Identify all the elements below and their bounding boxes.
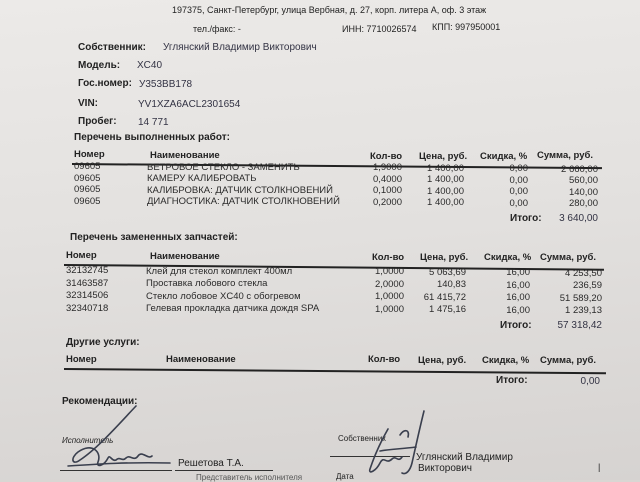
parts-cell-sum: 236,59 [572, 280, 602, 291]
parts-cell-name: Клей для стекол комплект 400мл [146, 265, 293, 277]
parts-cell-discount: 16,00 [506, 292, 530, 303]
mileage-value: 14 771 [138, 117, 169, 128]
parts-header-sum: Сумма, руб. [540, 252, 596, 263]
parts-cell-sum: 1 239,13 [565, 305, 602, 316]
works-header-price: Цена, руб. [419, 151, 468, 162]
works-total-label: Итого: [510, 213, 542, 224]
works-header-name: Наименование [150, 150, 220, 161]
owner-signature [340, 405, 440, 480]
parts-cell-price: 5 063,69 [429, 266, 466, 278]
works-cell-number: 09605 [74, 195, 101, 207]
vin-value: YV1XZA6ACL2301654 [138, 99, 241, 110]
parts-header-name: Наименование [150, 251, 220, 262]
works-cell-qty: 0,1000 [372, 185, 402, 196]
parts-total-label: Итого: [500, 320, 532, 331]
services-header-rule [64, 368, 606, 374]
parts-cell-sum: 4 253,50 [565, 267, 602, 279]
services-header-price: Цена, руб. [418, 355, 467, 366]
company-address: 197375, Санкт-Петербург, улица Вербная, д. 27, корп. литера А, оф. 3 этаж [172, 5, 487, 15]
works-header-qty: Кол-во [370, 151, 403, 162]
services-header-name: Наименование [166, 354, 236, 365]
services-header-qty: Кол-во [368, 354, 401, 365]
works-cell-price: 1 400,00 [427, 174, 464, 185]
services-total-label: Итого: [496, 375, 528, 386]
works-title: Перечень выполненных работ: [74, 132, 230, 143]
services-title: Другие услуги: [66, 337, 140, 348]
parts-header-discount: Скидка, % [484, 252, 532, 263]
company-kpp: КПП: 997950001 [432, 22, 501, 32]
works-cell-qty: 0,4000 [372, 173, 402, 185]
works-cell-name: КАМЕРУ КАЛИБРОВАТЬ [147, 173, 257, 184]
works-cell-price: 1 400,00 [427, 162, 464, 174]
parts-cell-sum: 51 589,20 [559, 292, 602, 304]
parts-cell-price: 140,83 [436, 279, 466, 290]
parts-title: Перечень замененных запчастей: [70, 232, 238, 243]
works-header-sum: Сумма, руб. [537, 150, 593, 161]
parts-cell-number: 31463587 [66, 277, 109, 289]
parts-cell-number: 32314506 [66, 290, 109, 301]
works-cell-number: 09605 [74, 161, 101, 172]
works-cell-name: КАЛИБРОВКА: ДАТЧИК СТОЛКНОВЕНИЙ [147, 184, 333, 196]
vin-label: VIN: [78, 98, 98, 109]
plate-label: Гос.номер: [78, 78, 132, 89]
works-cell-discount: 0,00 [509, 174, 528, 186]
works-cell-discount: 0,00 [509, 186, 528, 197]
works-cell-qty: 0,2000 [372, 196, 402, 208]
works-cell-sum: 560,00 [568, 175, 598, 186]
company-inn: ИНН: 7710026574 [342, 24, 417, 34]
works-header-number: Номер [74, 149, 105, 160]
executor-signature [58, 400, 188, 475]
parts-cell-qty: 1,0000 [374, 291, 404, 302]
works-cell-number: 09605 [74, 172, 101, 184]
parts-cell-qty: 1,0000 [374, 266, 404, 277]
executor-label: Исполнитель [62, 436, 114, 445]
parts-cell-price: 1 475,16 [429, 304, 466, 315]
owner-value: Углянский Владимир Викторович [163, 42, 317, 53]
works-cell-discount: 0,00 [509, 163, 528, 174]
services-total-value: 0,00 [580, 376, 600, 387]
works-cell-sum: 140,00 [568, 186, 598, 198]
parts-cell-price: 61 415,72 [423, 291, 466, 303]
services-header-discount: Скидка, % [482, 355, 530, 366]
model-label: Модель: [78, 60, 121, 71]
owner-sign-name-1: Углянский Владимир [416, 452, 513, 463]
works-cell-qty: 1,9000 [372, 162, 402, 173]
date-label: Дата [336, 472, 354, 481]
works-cell-price: 1 400,00 [427, 185, 464, 197]
executor-name-line [175, 470, 273, 471]
parts-header-qty: Кол-во [372, 252, 405, 263]
works-header-discount: Скидка, % [480, 151, 528, 162]
parts-cell-qty: 2,0000 [374, 278, 404, 290]
parts-cell-discount: 16,00 [506, 267, 530, 278]
works-cell-discount: 0,00 [509, 197, 528, 209]
parts-cell-name: Проставка лобового стекла [146, 278, 268, 289]
parts-cell-discount: 16,00 [506, 279, 530, 291]
company-phone: тел./факс: - [193, 24, 241, 34]
parts-header-price: Цена, руб. [420, 252, 469, 263]
works-cell-name: ДИАГНОСТИКА: ДАТЧИК СТОЛКНОВЕНИЙ [147, 196, 340, 207]
owner-label: Собственник: [78, 42, 146, 53]
owner-sign-name-2: Викторович [418, 463, 473, 474]
works-cell-name: ВЕТРОВОЕ СТЕКЛО - ЗАМЕНИТЬ [147, 161, 300, 173]
works-cell-price: 1 400,00 [427, 197, 464, 208]
services-header-number: Номер [66, 354, 97, 365]
parts-cell-discount: 16,00 [506, 304, 530, 316]
owner-sign-label: Собственник [338, 434, 386, 443]
works-cell-sum: 280,00 [568, 198, 598, 209]
works-cell-number: 09605 [74, 184, 101, 195]
model-value: XC40 [137, 60, 163, 71]
executor-note: Представитель исполнителя [196, 473, 303, 482]
works-cell-sum: 2 660,00 [561, 163, 598, 175]
page-mark: | [598, 462, 601, 472]
parts-cell-name: Стекло лобовое XC40 с обогревом [146, 290, 301, 302]
recommendations-label: Рекомендации: [62, 396, 138, 407]
services-header-sum: Сумма, руб. [540, 355, 596, 366]
parts-total-value: 57 318,42 [557, 320, 602, 331]
works-total-value: 3 640,00 [559, 213, 598, 224]
parts-cell-number: 32340718 [66, 302, 109, 314]
parts-cell-number: 32132745 [66, 265, 109, 276]
mileage-label: Пробег: [78, 116, 117, 127]
plate-value: У353ВВ178 [139, 79, 193, 90]
parts-cell-qty: 1,0000 [374, 303, 404, 315]
executor-name: Решетова Т.А. [178, 458, 244, 469]
parts-cell-name: Гелевая прокладка датчика дождя SPA [146, 303, 320, 314]
parts-header-number: Номер [66, 250, 97, 261]
